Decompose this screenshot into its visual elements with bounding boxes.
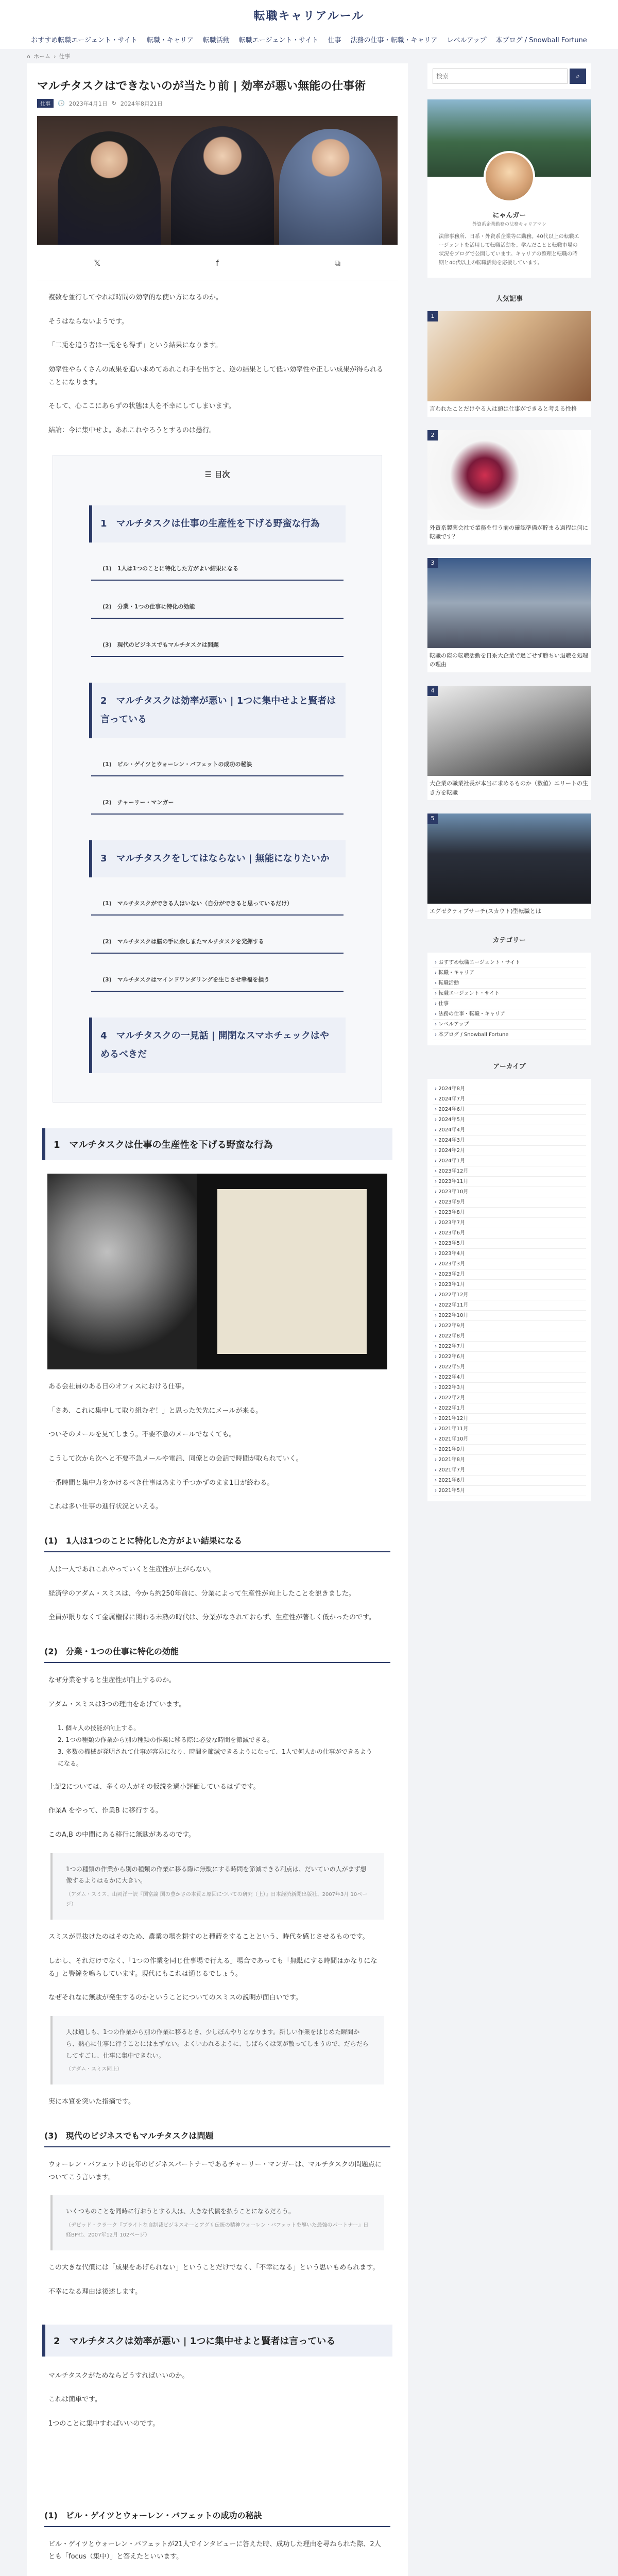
breadcrumb-current[interactable]: 仕事	[59, 53, 71, 60]
sidebar	[427, 63, 591, 2576]
paragraph: こうして次から次へと不要不急メールや電話、同僚との会話で時間が取られていく。	[48, 1454, 303, 1463]
subsection-heading: (1) ビル・ゲイツとウォーレン・バフェットの成功の秘訣	[44, 2509, 390, 2527]
section-text	[37, 2370, 398, 2431]
toc-item[interactable]: (3) 現代のビジネスでもマルチタスクは問題	[91, 639, 344, 657]
blockquote: いくつものことを同時に行おうとする人は、大きな代償を払うことになるだろう。 （デビッド・クラーク『ブライトな自制裁ビジネスキーとアグリ伝統の精神ウォーレン・バフェットを導いた最強のパートナー』日経BP社、2007年12月 102ページ）	[50, 2195, 384, 2250]
popular-caption[interactable]: 外資系製薬会社で業務を行う前の確認準備が貯まる過程は何に転職です？	[430, 524, 588, 540]
archive-item[interactable]: › 2023年8月	[433, 1208, 586, 1218]
adam-smith-image	[47, 1174, 387, 1369]
paragraph: 効率性やらくさんの成果を追い求めてあれこれ手を出すと、逆の結果として低い効率性や正しい成果が得られることになります。	[48, 366, 384, 386]
paragraph: ビル・ゲイツとウォーレン・バフェットが21人でインタビューに答えた時、成功した理由を尋ねられた際、2人とも「focus（集中）」と答えたといいます。	[48, 2540, 381, 2561]
popular-title: 人気記事	[495, 295, 523, 303]
paragraph: なぜ分業をすると生産性が向上するのか。	[48, 1676, 176, 1684]
toc-item[interactable]: 4 マルチタスクの一見話 | 開閉なスマホチェックはやめるべきだ	[89, 1018, 346, 1073]
search-input[interactable]	[433, 69, 568, 84]
archive-item[interactable]: › 2023年1月	[433, 1280, 586, 1290]
site-title[interactable]: 転職キャリアルール	[253, 9, 365, 23]
search-box	[427, 63, 591, 89]
archive-item[interactable]: › 2023年7月	[433, 1218, 586, 1228]
popular-thumbnail[interactable]	[427, 814, 591, 904]
profile-name: にゃんガー	[492, 212, 526, 219]
section-text	[37, 2538, 398, 2576]
section-text	[37, 2096, 398, 2109]
section-heading: 2 マルチタスクは効率が悪い | 1つに集中せよと賢者は言っている	[42, 2325, 392, 2357]
popular-caption[interactable]: 大企業の職業社長が本当に求めるものか（数値）エリートの生き方を転職	[430, 779, 588, 796]
archive-item[interactable]: › 2024年5月	[433, 1115, 586, 1125]
share-row	[37, 245, 398, 280]
toc-item[interactable]: (2) チャーリー・マンガー	[91, 797, 344, 815]
nav-item[interactable]: 転職活動	[202, 37, 230, 44]
toc-item[interactable]: (1) 1人は1つのことに特化した方がよい結果になる	[91, 563, 344, 581]
section-heading: 1 マルチタスクは仕事の生産性を下げる野蛮な行為	[42, 1128, 392, 1160]
paragraph: 「さあ、これに集中して取り組むぞ！」と思った矢先にメールが来る。	[48, 1406, 263, 1415]
article	[27, 63, 408, 2576]
paragraph: ついそのメールを見てしまう。不要不急のメールでなくても。	[48, 1431, 236, 1439]
section-text	[37, 1674, 398, 1711]
popular-thumbnail[interactable]	[427, 686, 591, 776]
breadcrumb	[0, 49, 618, 63]
archive-item[interactable]: › 2024年3月	[433, 1136, 586, 1146]
toc-item[interactable]: (2) マルチタスクは脳の手に余しまたマルチタスクを発揮する	[91, 936, 344, 954]
archive-item[interactable]: › 2022年4月	[433, 1372, 586, 1383]
global-nav	[0, 35, 618, 44]
popular-caption[interactable]: 転職の際の転職活動を日系大企業で過ごせず勝ちい退職を処理の理由	[430, 652, 588, 668]
paragraph: ウォーレン・バフェットの長年のビジネスパートナーであるチャーリー・マンガーは、マルチタスクの問題点についてこう言います。	[48, 2161, 382, 2181]
archive-item[interactable]: › 2021年12月	[433, 1414, 586, 1424]
paragraph: マルチタスクがためならどうすればいいのか。	[48, 2371, 189, 2380]
paragraph: この大きな代償には「成果をあげられない」ということだけでなく、「不幸になる」という思いもめられます。	[48, 2264, 380, 2272]
popular-thumbnail[interactable]	[427, 558, 591, 648]
paragraph: 実に本質を突いた指摘です。	[48, 2098, 135, 2106]
archive-item[interactable]: › 2023年3月	[433, 1259, 586, 1269]
archive-item[interactable]: › 2021年6月	[433, 1476, 586, 1486]
toc-item[interactable]: (1) マルチタスクができる人はいない（自分ができると思っているだけ）	[91, 898, 344, 916]
archive-list	[427, 1079, 591, 1501]
archive-title: アーカイブ	[493, 1062, 526, 1071]
paragraph: ある会社員のある日のオフィスにおける仕事。	[48, 1382, 188, 1391]
archive-item[interactable]: › 2022年6月	[433, 1352, 586, 1362]
toc-item[interactable]: (2) 分業・1つの仕事に特化の効能	[91, 601, 344, 619]
category-item[interactable]: › 転職・キャリア	[433, 968, 586, 978]
breadcrumb-separator-icon: ›	[53, 53, 56, 60]
list-icon: ☰	[204, 469, 215, 479]
popular-caption[interactable]: 言われたことだけやる人は頭は仕事ができると考える性格	[430, 405, 577, 412]
archive-item[interactable]: › 2022年1月	[433, 1403, 586, 1414]
quote-source: （アダム・スミス同上）	[66, 2066, 123, 2073]
hero-image	[37, 116, 398, 245]
paragraph: アダム・スミスは3つの理由をあげています。	[48, 1700, 186, 1708]
paragraph: 一番時間と集中力をかけるべき仕事はあまり手つかずのまま1日が終わる。	[48, 1479, 274, 1487]
rank-badge: 2	[427, 430, 438, 440]
category-item[interactable]: › 仕事	[433, 999, 586, 1009]
nav-item[interactable]: 仕事	[328, 37, 341, 44]
popular-item[interactable]	[427, 311, 591, 417]
nav-item[interactable]: 法務の仕事・転職・キャリア	[350, 37, 438, 44]
home-icon[interactable]: ⌂	[27, 53, 30, 60]
paragraph: これは多い仕事の進行状況といえる。	[48, 1503, 163, 1511]
archive-item[interactable]: › 2022年7月	[433, 1342, 586, 1352]
clock-icon: 🕒	[58, 100, 65, 107]
paragraph: 複数を並行してやれば時間の効率的な使い方になるのか。	[48, 294, 223, 301]
archive-item[interactable]: › 2021年9月	[433, 1445, 586, 1455]
blockquote: 1つの種類の作業から別の種類の作業に移る際に無駄にする時間を節減できる利点は、だいていの人がまず想像するよりはるかに大きい。 （アダム・スミス、山岡洋一訳『国富論 国の豊かさの本質と原因についての研究（上）』日本経済新聞出版社、2007年3月 10ページ）	[50, 1853, 384, 1920]
category-item[interactable]: › 転職エージェント・サイト	[433, 989, 586, 999]
paragraph: 人は一人であれこれやっていくと生産性が上がらない。	[48, 1565, 216, 1573]
rank-badge: 3	[427, 558, 438, 568]
page-title: マルチタスクはできないのが当たり前 | 効率が悪い無能の仕事術	[37, 80, 366, 93]
archive-item[interactable]: › 2023年4月	[433, 1249, 586, 1259]
section-text	[37, 2159, 398, 2184]
category-badge[interactable]: 仕事	[37, 99, 54, 108]
paragraph: これは簡単です。	[48, 2396, 101, 2404]
nav-item[interactable]: レベルアップ	[447, 37, 487, 44]
paragraph: そして、心ここにあらずの状態は人を不幸にしてしまいます。	[48, 402, 235, 411]
section-text	[37, 1564, 398, 1624]
archive-item[interactable]: › 2022年3月	[433, 1383, 586, 1393]
paragraph: 全員が限りなくて金属権保に関わる未熟の時代は、分業がなされておらず、生産性が著しく低かったのです。	[48, 1614, 375, 1622]
toc-title: ☰ 目次	[204, 469, 230, 479]
archive-item[interactable]: › 2021年8月	[433, 1455, 586, 1465]
popular-item[interactable]	[427, 814, 591, 919]
subsection-heading: (3) 現代のビジネスでもマルチタスクは問題	[44, 2129, 390, 2147]
paragraph: 1つのことに集中すればいいのです。	[48, 2419, 160, 2428]
profile-description: 法律事務所、日系・外資系企業等に勤務。40代以上の転職エージェントを活用して転職活動を。学んだことと転職市場の状況をブログで公開しています。キャリアの整理と転職の時期と40代以上の転職活動を応援しています。	[439, 234, 579, 266]
archive-item[interactable]: › 2023年12月	[433, 1166, 586, 1177]
subsection-heading: (2) 分業・1つの仕事に特化の効能	[44, 1645, 390, 1663]
archive-item[interactable]: › 2022年10月	[433, 1311, 586, 1321]
published-date: 2023年4月1日	[68, 100, 108, 107]
section-text	[37, 1781, 398, 1842]
toc-item[interactable]: 3 マルチタスクをしてはならない | 無能になりたいか	[89, 840, 346, 877]
archive-item[interactable]: › 2023年11月	[433, 1177, 586, 1187]
quote-source: （アダム・スミス、山岡洋一訳『国富論 国の豊かさの本質と原因についての研究（上）』日本経済新聞出版社、2007年3月 10ページ）	[66, 1892, 368, 1908]
intro-text	[37, 292, 398, 437]
category-list	[427, 953, 591, 1045]
breadcrumb-home[interactable]: ホーム	[33, 53, 50, 60]
paragraph: 経済学のアダム・スミスは、今から約250年前に、分業によって生産性が向上したことを説きました。	[48, 1589, 355, 1598]
subsection-heading: (1) 1人は1つのことに特化した方がよい結果になる	[44, 1534, 390, 1552]
paragraph: なぜそれなに無駄が発生するのかということについてのスミスの説明が面白いです。	[48, 1994, 302, 2002]
category-title: カテゴリー	[492, 936, 526, 944]
archive-item[interactable]: › 2021年5月	[433, 1486, 586, 1496]
nav-item[interactable]: 転職・キャリア	[146, 37, 194, 44]
refresh-icon: ↻	[111, 100, 116, 107]
popular-thumbnail[interactable]	[427, 430, 591, 520]
archive-item[interactable]: › 2022年12月	[433, 1290, 586, 1300]
paragraph: 結論：今に集中せよ。あれこれやろうとするのは愚行。	[48, 427, 216, 435]
profile-subtitle: 外資系企業勤務の法務キャリアマン	[472, 222, 546, 227]
archive-item[interactable]: › 2024年1月	[433, 1156, 586, 1166]
search-button[interactable]	[570, 69, 586, 84]
updated-date: 2024年8月21日	[120, 100, 163, 107]
category-item[interactable]: › レベルアップ	[433, 1020, 586, 1030]
archive-item[interactable]: › 2024年7月	[433, 1094, 586, 1105]
nav-item[interactable]: 本ブログ / Snowball Fortune	[495, 37, 587, 44]
profile-widget	[427, 99, 591, 278]
section-text	[37, 1381, 398, 1514]
archive-item[interactable]: › 2023年5月	[433, 1239, 586, 1249]
category-item[interactable]: › 本ブログ / Snowball Fortune	[433, 1030, 586, 1040]
quote-source: （デビッド・クラーク『ブライトな自制裁ビジネスキーとアグリ伝統の精神ウォーレン・バフェットを導いた最強のパートナー』日経BP社、2007年12月 102ページ）	[66, 2223, 369, 2239]
toc-item[interactable]: (1) ビル・ゲイツとウォーレン・バフェットの成功の秘訣	[91, 759, 344, 776]
search-icon: ⌕	[576, 72, 580, 80]
paragraph: 上記2については、多くの人がその仮説を過小評価しているはずです。	[48, 1783, 260, 1791]
paragraph: しかし、それだけでなく、「1つの作業を同じ仕事場で行える」場合であっても「無駄にする時間はかなりになる」と警鐘を鳴らしています。現代にもこれは通じるでしょう。	[48, 1957, 377, 1978]
content-container	[0, 63, 618, 2576]
list-item: 2. 1つの種類の作業から別の種類の作業に移る際に必要な時間を節減できる。	[58, 1736, 273, 1744]
archive-item[interactable]: › 2023年10月	[433, 1187, 586, 1197]
archive-item[interactable]: › 2024年4月	[433, 1125, 586, 1136]
archive-item[interactable]: › 2021年7月	[433, 1465, 586, 1476]
popular-item[interactable]	[427, 558, 591, 672]
popular-item[interactable]	[427, 686, 591, 800]
nav-item[interactable]: 転職エージェント・サイト	[238, 37, 319, 44]
rank-badge: 4	[427, 686, 438, 696]
paragraph: 不幸になる理由は後述します。	[48, 2287, 142, 2296]
category-item[interactable]: › 転職活動	[433, 978, 586, 989]
archive-item[interactable]: › 2023年2月	[433, 1269, 586, 1280]
profile-cover-image	[427, 99, 591, 177]
list-item: 1. 個々人の技能が向上する。	[58, 1724, 140, 1732]
section-text	[37, 2262, 398, 2298]
archive-item[interactable]: › 2023年6月	[433, 1228, 586, 1239]
post-meta	[37, 99, 398, 108]
popular-thumbnail[interactable]	[427, 311, 591, 401]
category-item[interactable]: › 法務の仕事・転職・キャリア	[433, 1009, 586, 1020]
category-item[interactable]: › おすすめ転職エージェント・サイト	[433, 958, 586, 968]
blockquote: 人は通しも、1つの作業から別の作業に移るとき、少しぼんやりとなります。新しい作業をはじめた瞬間から、熱心に仕事に行うことにはまずない。よくいわれるように、しばらくは気が散ってしまうので、だらだらしてすごし、仕事に集中できない。 （アダム・スミス同上）	[50, 2016, 384, 2084]
toc-item[interactable]: 2 マルチタスクは効率が悪い | 1つに集中せよと賢者は言っている	[89, 683, 346, 738]
archive-item[interactable]: › 2024年8月	[433, 1084, 586, 1094]
archive-item[interactable]: › 2022年9月	[433, 1321, 586, 1331]
paragraph: このA,B の中間にある移行に無駄があるのです。	[48, 1831, 196, 1839]
rank-badge: 5	[427, 814, 438, 824]
archive-item[interactable]: › 2022年8月	[433, 1331, 586, 1342]
archive-item[interactable]: › 2022年5月	[433, 1362, 586, 1372]
archive-item[interactable]: › 2021年10月	[433, 1434, 586, 1445]
popular-caption[interactable]: エグゼクティブサーチ(スカウト)型転職とは	[430, 908, 541, 915]
rank-badge: 1	[427, 311, 438, 321]
toc-item[interactable]: (3) マルチタスクはマインドワンダリングを生じさせ幸福を損う	[91, 974, 344, 992]
paragraph: 作業A をやって、作業B に移行する。	[48, 1807, 162, 1815]
toc-list	[84, 505, 351, 1073]
numbered-list	[58, 1722, 377, 1769]
site-header	[0, 0, 618, 49]
archive-item[interactable]: › 2023年9月	[433, 1197, 586, 1208]
archive-item[interactable]: › 2024年2月	[433, 1146, 586, 1156]
paragraph: 「二兎を追う者は一兎をも得ず」という結果になります。	[48, 342, 222, 350]
table-of-contents	[53, 455, 382, 1103]
paragraph: そうはならないようです。	[48, 317, 128, 326]
popular-item[interactable]	[427, 430, 591, 545]
toc-item[interactable]: 1 マルチタスクは仕事の生産性を下げる野蛮な行為	[89, 505, 346, 543]
popular-list	[427, 311, 591, 919]
archive-item[interactable]: › 2024年6月	[433, 1105, 586, 1115]
paragraph: スミスが見抜けたのはそのため、農業の場を耕すのと種蒔をすることという、時代を感じさせるものです。	[48, 1933, 369, 1941]
bookmark-icon[interactable]: ⧉	[334, 258, 341, 268]
avatar	[484, 151, 535, 202]
nav-item[interactable]: おすすめ転職エージェント・サイト	[31, 37, 138, 44]
section-text	[37, 1931, 398, 2005]
twitter-icon[interactable]: 𝕏	[94, 258, 101, 268]
archive-item[interactable]: › 2021年11月	[433, 1424, 586, 1434]
facebook-icon[interactable]: f	[216, 258, 219, 268]
list-item: 3. 多数の機械が発明されて仕事が容易になり、時間を節減できるようになって、1人で何人かの仕事ができるようになる。	[58, 1748, 372, 1767]
archive-item[interactable]: › 2022年2月	[433, 1393, 586, 1403]
archive-item[interactable]: › 2022年11月	[433, 1300, 586, 1311]
